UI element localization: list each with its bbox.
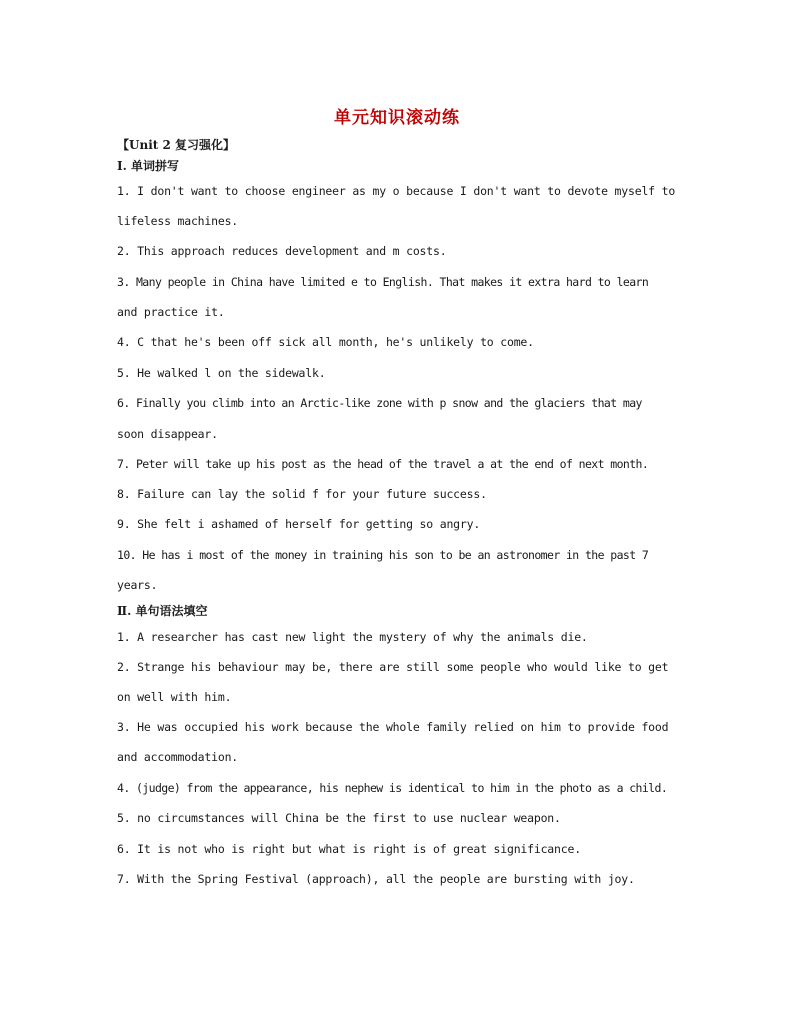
exercise-line: 6. It is not who is right but what is right is of great significance. xyxy=(117,842,581,856)
exercise-line: 9. She felt i ashamed of herself for getting so angry. xyxy=(117,517,481,531)
exercise-line: 5. He walked l on the sidewalk. xyxy=(117,366,326,380)
exercise-line: 5. no circumstances will China be the first to use nuclear weapon. xyxy=(117,811,561,825)
exercise-line: 6. Finally you climb into an Arctic-like zone with p snow and the glaciers that may xyxy=(117,396,642,410)
page-title: 单元知识滚动练 xyxy=(334,108,460,128)
exercise-line: 3. He was occupied his work because the whole family relied on him to provide food xyxy=(117,720,669,734)
section-heading-spelling: Ⅰ. 单词拼写 xyxy=(117,159,179,173)
section-heading-grammar: Ⅱ. 单句语法填空 xyxy=(117,604,208,618)
exercise-line: 10. He has i most of the money in training his son to be an astronomer in the past 7 xyxy=(117,548,649,562)
exercise-line: 7. Peter will take up his post as the head of the travel a at the end of next month. xyxy=(117,457,649,471)
exercise-line: years. xyxy=(117,578,158,592)
exercise-line: 4. C that he's been off sick all month, he's unlikely to come. xyxy=(117,335,534,349)
exercise-line: and practice it. xyxy=(117,305,225,319)
exercise-line: on well with him. xyxy=(117,690,232,704)
unit-tag: 【Unit 2 复习强化】 xyxy=(117,138,235,152)
exercise-line: lifeless machines. xyxy=(117,214,239,228)
exercise-line: 8. Failure can lay the solid f for your future success. xyxy=(117,487,487,501)
exercise-line: 3. Many people in China have limited e to English. That makes it extra hard to learn xyxy=(117,275,649,289)
exercise-line: 2. This approach reduces development and m costs. xyxy=(117,244,447,258)
exercise-line: 1. I don't want to choose engineer as my o because I don't want to devote myself to xyxy=(117,184,676,198)
exercise-line: 7. With the Spring Festival (approach), all the people are bursting with joy. xyxy=(117,872,635,886)
exercise-line: and accommodation. xyxy=(117,750,239,764)
exercise-line: 1. A researcher has cast new light the mystery of why the animals die. xyxy=(117,630,588,644)
exercise-line: 4. (judge) from the appearance, his nephew is identical to him in the photo as a child. xyxy=(117,781,668,795)
exercise-line: 2. Strange his behaviour may be, there are still some people who would like to get xyxy=(117,660,669,674)
exercise-line: soon disappear. xyxy=(117,427,218,441)
